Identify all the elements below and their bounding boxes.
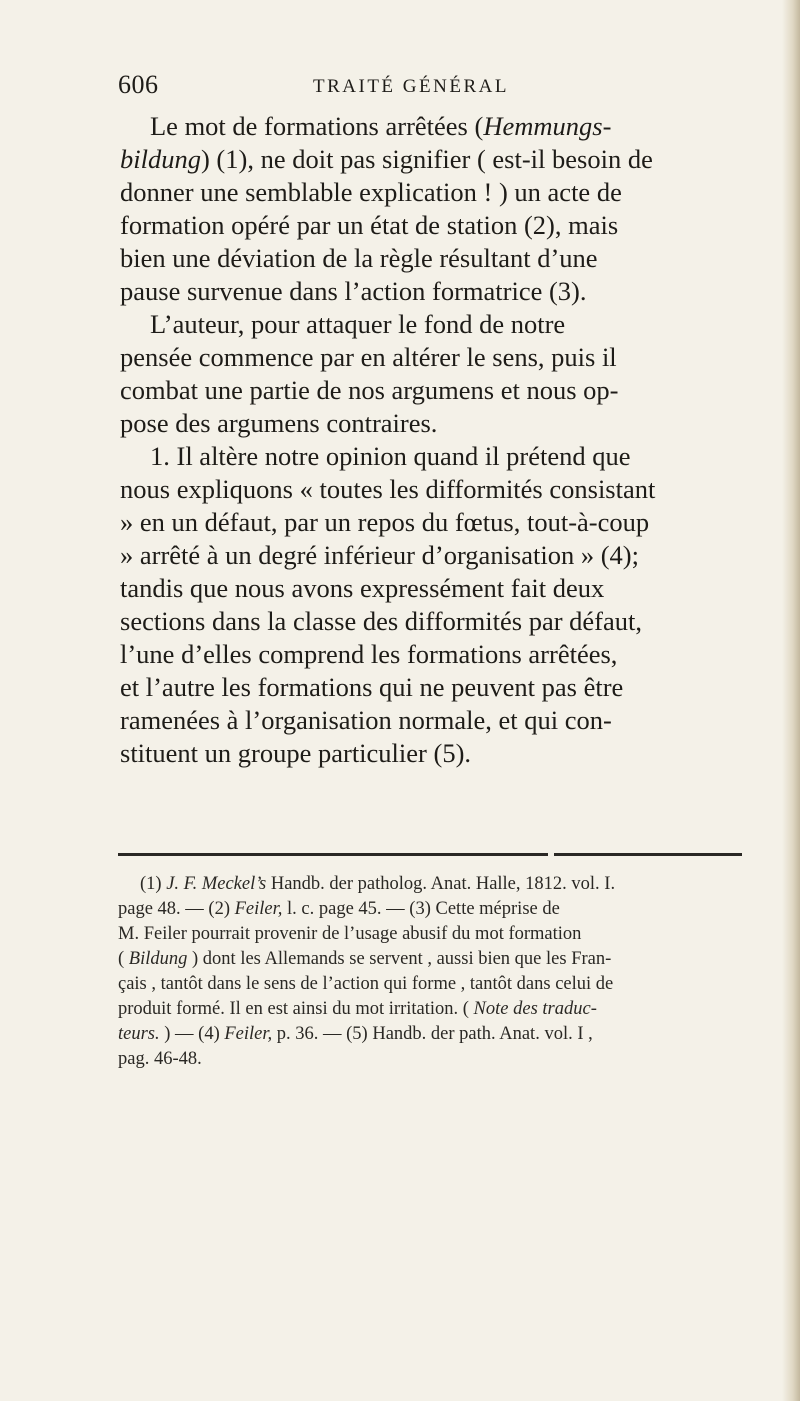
text-line: nous expliquons « toutes les difformités consistant: [120, 474, 656, 504]
text-line: pause survenue dans l’action formatrice (3).: [120, 276, 587, 306]
text-line: stituent un groupe particulier (5).: [120, 738, 472, 768]
footnote-line: çais , tantôt dans le sens de l’action qui forme , tantôt dans celui de: [118, 974, 614, 994]
footnote-line: page 48. — (2) Feiler, l. c. page 45. — (3) Cette méprise de: [118, 899, 560, 919]
text-line: » arrêté à un degré inférieur d’organisation » (4);: [120, 540, 639, 570]
text-line: 1. Il altère notre opinion quand il prétend que: [150, 441, 631, 471]
text-line: et l’autre les formations qui ne peuvent pas être: [120, 672, 624, 702]
text-line: combat une partie de nos argumens et nous op-: [120, 375, 619, 405]
footnote-line: M. Feiler pourrait provenir de l’usage abusif du mot formation: [118, 924, 582, 944]
main-text: [120, 110, 740, 770]
text-line: formation opéré par un état de station (2), mais: [120, 210, 619, 240]
text-line: ramenées à l’organisation normale, et qui con-: [120, 705, 612, 735]
text-line: pensée commence par en altérer le sens, puis il: [120, 342, 617, 372]
page-number: 606: [118, 70, 159, 99]
footnote-line: produit formé. Il en est ainsi du mot irritation. ( Note des traduc-: [118, 999, 597, 1019]
text-line: L’auteur, pour attaquer le fond de notre: [150, 309, 566, 339]
text-line: Le mot de formations arrêtées (Hemmungs-: [150, 111, 612, 141]
footnotes: [118, 872, 748, 1072]
footnote-line: teurs. ) — (4) Feiler, p. 36. — (5) Handb. der path. Anat. vol. I ,: [118, 1024, 593, 1044]
text-line: pose des argumens contraires.: [120, 408, 438, 438]
footnote-line: ( Bildung ) dont les Allemands se servent , aussi bien que les Fran-: [118, 949, 612, 969]
footnote-line: pag. 46-48.: [118, 1049, 202, 1069]
running-title: TRAITÉ GÉNÉRAL: [313, 76, 509, 97]
page-edge-shadow: [782, 0, 800, 1401]
text-line: bildung) (1), ne doit pas signifier ( est-il besoin de: [120, 144, 653, 174]
text-line: bien une déviation de la règle résultant d’une: [120, 243, 598, 273]
footnote-separator-rule: [118, 853, 742, 856]
text-line: donner une semblable explication ! ) un acte de: [120, 177, 622, 207]
footnote-line: (1) J. F. Meckel’s Handb. der patholog. Anat. Halle, 1812. vol. I.: [140, 874, 616, 894]
text-line: sections dans la classe des difformités par défaut,: [120, 606, 642, 636]
text-line: » en un défaut, par un repos du fœtus, tout-à-coup: [120, 507, 650, 537]
page-header: [118, 70, 718, 110]
text-line: tandis que nous avons expressément fait deux: [120, 573, 605, 603]
text-line: l’une d’elles comprend les formations arrêtées,: [120, 639, 618, 669]
